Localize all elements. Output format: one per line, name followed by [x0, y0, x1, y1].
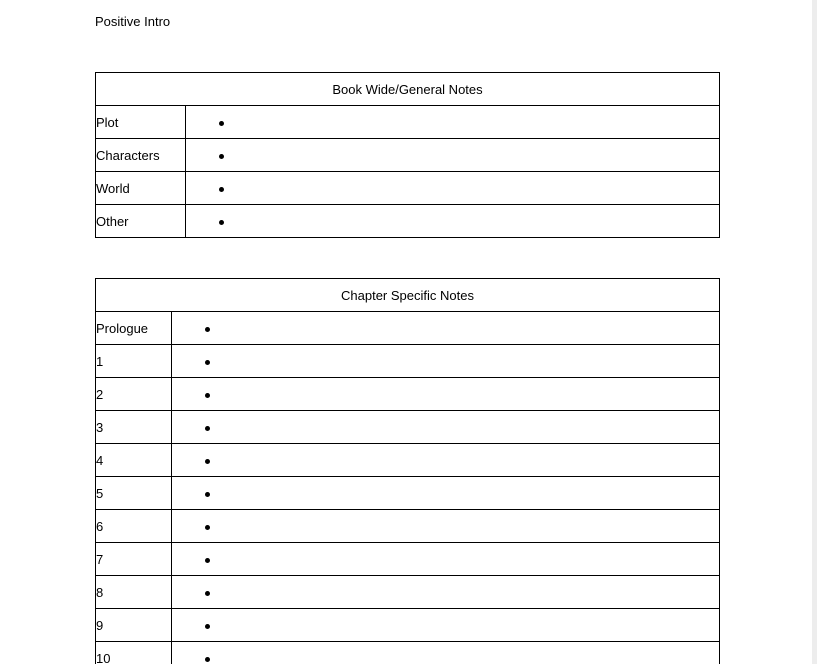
note-cell-ch7[interactable] — [172, 543, 720, 576]
chapter-notes-table-title[interactable]: Chapter Specific Notes — [96, 279, 720, 312]
table-row — [96, 444, 720, 477]
note-cell-plot[interactable] — [186, 106, 720, 139]
table-row — [96, 106, 720, 139]
row-label-cell-ch8[interactable]: 8 — [96, 576, 172, 609]
note-cell-ch3[interactable] — [172, 411, 720, 444]
bullet-icon — [219, 154, 224, 159]
table-row — [96, 205, 720, 238]
row-label-cell-world[interactable]: World — [96, 172, 186, 205]
table-row — [96, 345, 720, 378]
bullet-icon — [205, 591, 210, 596]
note-cell-prologue[interactable] — [172, 312, 720, 345]
row-label-cell-ch2[interactable]: 2 — [96, 378, 172, 411]
bullet-icon — [205, 525, 210, 530]
scrollbar-track[interactable] — [812, 0, 817, 664]
bullet-icon — [205, 492, 210, 497]
table-header-row — [96, 279, 720, 312]
row-label-cell-prologue[interactable]: Prologue — [96, 312, 172, 345]
bullet-icon — [219, 121, 224, 126]
note-cell-ch6[interactable] — [172, 510, 720, 543]
table-row — [96, 576, 720, 609]
row-label-cell-ch10[interactable]: 10 — [96, 642, 172, 664]
table-row — [96, 139, 720, 172]
table-row — [96, 543, 720, 576]
table-row — [96, 477, 720, 510]
bullet-icon — [205, 393, 210, 398]
intro-paragraph[interactable]: Positive Intro — [95, 14, 171, 29]
row-label-cell-ch6[interactable]: 6 — [96, 510, 172, 543]
note-cell-other[interactable] — [186, 205, 720, 238]
bullet-icon — [219, 220, 224, 225]
row-label-cell-ch9[interactable]: 9 — [96, 609, 172, 642]
note-cell-ch4[interactable] — [172, 444, 720, 477]
row-label-cell-ch7[interactable]: 7 — [96, 543, 172, 576]
note-cell-ch8[interactable] — [172, 576, 720, 609]
bullet-icon — [205, 459, 210, 464]
table-row — [96, 642, 720, 664]
row-label-cell-ch1[interactable]: 1 — [96, 345, 172, 378]
table-row — [96, 411, 720, 444]
chapter-notes-table — [95, 278, 720, 664]
bullet-icon — [205, 657, 210, 662]
table-row — [96, 609, 720, 642]
row-label-cell-plot[interactable]: Plot — [96, 106, 186, 139]
table-row — [96, 172, 720, 205]
table-row — [96, 510, 720, 543]
bullet-icon — [219, 187, 224, 192]
row-label-cell-ch3[interactable]: 3 — [96, 411, 172, 444]
table-row — [96, 378, 720, 411]
bullet-icon — [205, 360, 210, 365]
bullet-icon — [205, 327, 210, 332]
table-header-row — [96, 73, 720, 106]
row-label-cell-ch5[interactable]: 5 — [96, 477, 172, 510]
general-notes-table-title[interactable]: Book Wide/General Notes — [96, 73, 720, 106]
bullet-icon — [205, 624, 210, 629]
note-cell-ch10[interactable] — [172, 642, 720, 664]
note-cell-ch1[interactable] — [172, 345, 720, 378]
table-row — [96, 312, 720, 345]
bullet-icon — [205, 558, 210, 563]
note-cell-characters[interactable] — [186, 139, 720, 172]
note-cell-ch9[interactable] — [172, 609, 720, 642]
note-cell-world[interactable] — [186, 172, 720, 205]
row-label-cell-characters[interactable]: Characters — [96, 139, 186, 172]
note-cell-ch2[interactable] — [172, 378, 720, 411]
row-label-cell-other[interactable]: Other — [96, 205, 186, 238]
note-cell-ch5[interactable] — [172, 477, 720, 510]
bullet-icon — [205, 426, 210, 431]
general-notes-table — [95, 72, 720, 238]
row-label-cell-ch4[interactable]: 4 — [96, 444, 172, 477]
